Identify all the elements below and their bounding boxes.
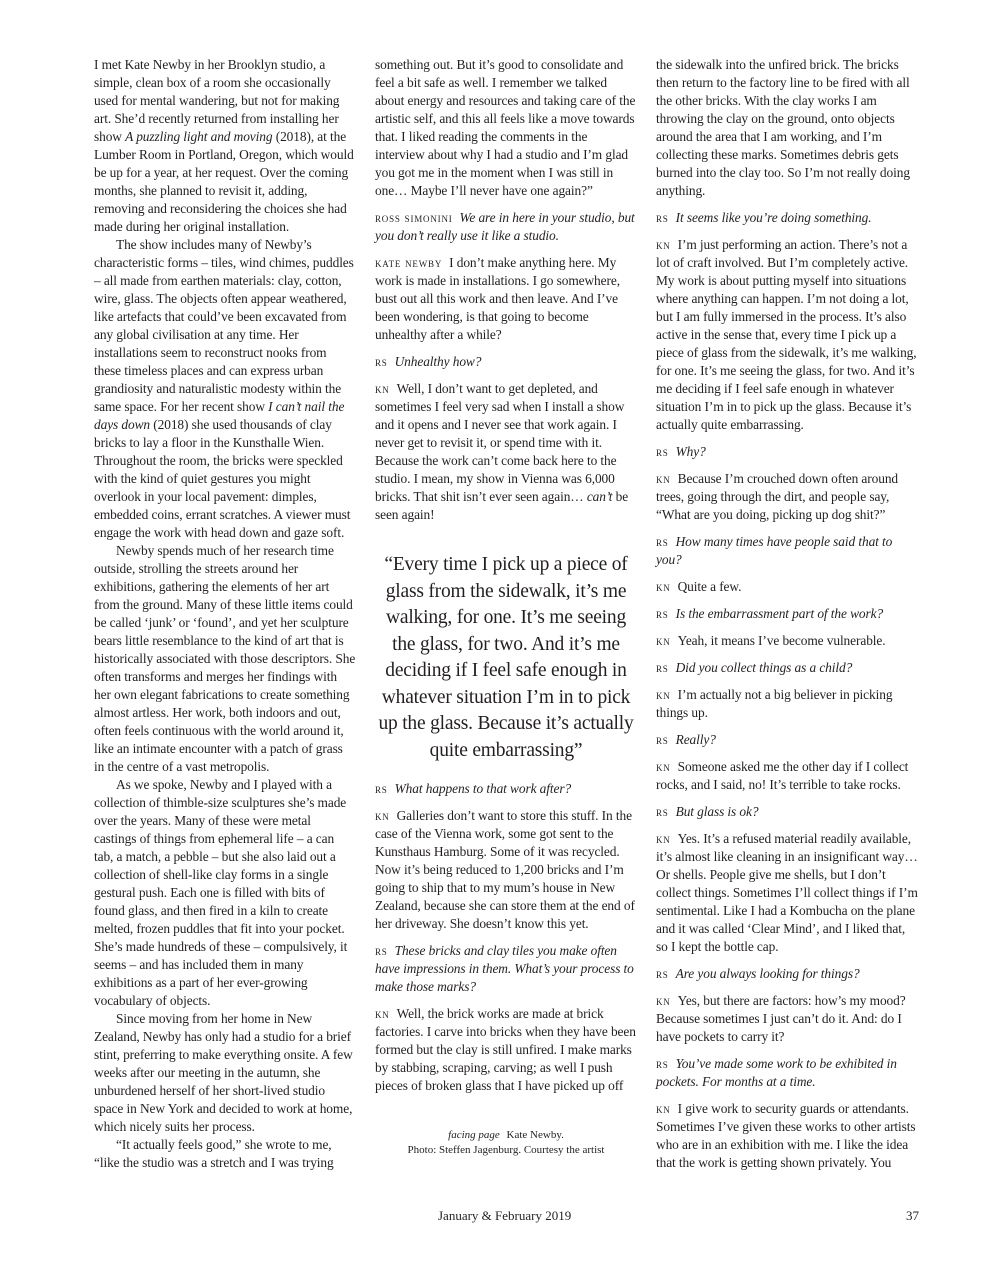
speaker-label: rs: [656, 211, 669, 225]
text-run: I’m actually not a big believer in picking things up.: [656, 687, 893, 720]
text-run: Since moving from her home in New Zealand, Newby has only had a studio for a brief stint, preferring to make everything onsite. A few weeks after our meeting in the autumn, she unburdened herself of her short-lived studio space in New York and decided to work at home, which nicely suits her process.: [94, 1011, 353, 1134]
interview-question: [656, 605, 918, 623]
caption-line-1: Kate Newby.: [506, 1129, 564, 1141]
body-paragraph: [94, 56, 356, 236]
text-run: Quite a few.: [677, 579, 742, 594]
text-run: It seems like you’re doing something.: [675, 210, 872, 225]
text-run: What happens to that work after?: [394, 781, 572, 796]
body-paragraph: [94, 776, 356, 1010]
interview-answer: [656, 830, 918, 956]
speaker-label: kn: [656, 238, 671, 252]
interview-question: [656, 533, 918, 569]
speaker-label: kn: [656, 580, 671, 594]
speaker-label: rs: [656, 535, 669, 549]
body-paragraph: [94, 236, 356, 542]
text-run: Did you collect things as a child?: [675, 660, 853, 675]
text-run: Galleries don’t want to store this stuff. In the case of the Vienna work, some got sent to the Kunsthaus Hamburg. Some of it was recycled. Now it’s being reduced to 1,200 bricks and I’m going to ship that to my mum’s house in New Zealand, because she can store them at the end of her driveway. She doesn’t know this yet.: [375, 808, 635, 931]
text-run: Yes, but there are factors: how’s my mood? Because sometimes I just can’t do it. And: do I have pockets to carry it?: [656, 993, 906, 1044]
text-run: But glass is ok?: [675, 804, 759, 819]
continued-paragraph: the sidewalk into the unfired brick. The bricks then return to the factory line to be fired with all the other bricks. With the clay works I am throwing the clay on the ground, onto objects around the area that I am working, and I’m collecting these marks. Sometimes debris gets burned into the clay too. So I’m not really doing anything.: [656, 57, 910, 198]
interview-question: [656, 659, 918, 677]
article-column-3: [656, 56, 918, 1181]
speaker-label: kn: [375, 1007, 390, 1021]
text-run: Unhealthy how?: [394, 354, 482, 369]
speaker-label: kate newby: [375, 256, 443, 270]
text-run: Someone asked me the other day if I collect rocks, and I said, no! It’s terrible to take rocks.: [656, 759, 909, 792]
interview-question: [656, 443, 918, 461]
text-run: Really?: [675, 732, 716, 747]
text-run: can’t: [586, 489, 613, 504]
speaker-label: kn: [375, 809, 390, 823]
speaker-label: rs: [656, 967, 669, 981]
caption-line-2: Photo: Steffen Jagenburg. Courtesy the artist: [407, 1144, 605, 1156]
text-run: Yeah, it means I’ve become vulnerable.: [677, 633, 886, 648]
text-run: Well, the brick works are made at brick factories. I carve into bricks when they have been formed but the clay is still unfired. I make marks by stabbing, scraping, carving; as well I push pieces of broken glass that I have picked up off: [375, 1006, 636, 1093]
speaker-label: rs: [656, 661, 669, 675]
speaker-label: kn: [656, 832, 671, 846]
text-run: (2018), at the Lumber Room in Portland, Oregon, which would be up for a year, at her request. Over the coming months, she planned to revisit it, adding, removing and reconsidering the choices she had made during her original installation.: [94, 129, 354, 234]
text-run: You’ve made some work to be exhibited in pockets. For months at a time.: [656, 1056, 897, 1089]
text-run: “It actually feels good,” she wrote to me, “like the studio was a stretch and I was trying: [94, 1137, 334, 1170]
interview-answer: [656, 1100, 918, 1172]
text-run: I give work to security guards or attendants. Sometimes I’ve given these works to other artists who are in an exhibition with me. I like the idea that the work is getting shown privately. You: [656, 1101, 916, 1170]
interview-question: [656, 731, 918, 749]
interview-answer: [375, 254, 637, 344]
interview-question: [656, 1055, 918, 1091]
interview-question: [375, 942, 637, 996]
pull-quote: “Every time I pick up a piece of glass from the sidewalk, it’s me walking, for one. It’s me seeing the glass, for two. And it’s me deciding if I feel safe enough in whatever situation I’m in to pick up the glass. Because it’s actually quite embarrassing”: [378, 554, 634, 761]
speaker-label: kn: [656, 994, 671, 1008]
text-run: How many times have people said that to you?: [656, 534, 893, 567]
interview-question: [656, 803, 918, 821]
text-run: Why?: [675, 444, 706, 459]
speaker-label: rs: [656, 805, 669, 819]
speaker-label: rs: [656, 733, 669, 747]
continued-paragraph: something out. But it’s good to consolidate and feel a bit safe as well. I remember we talked about energy and resources and taking care of the artistic self, and this all feels like a move towards that. I liked reading the comments in the interview about why I had a studio and I’m glad you got me in the moment when I was still in one… Maybe I’ll never have one again?”: [375, 57, 636, 198]
text-run: I can’t nail the days down: [94, 399, 345, 432]
text-run: The show includes many of Newby’s characteristic forms – tiles, wind chimes, puddles – all made from earthen materials: clay, cotton, wire, glass. The objects often appear weathered, like artefacts that could’ve been excavated from any global civilisation at any time. Her installations seem to reconstruct nooks from these timeless places and can express urban grandiosity and naturalistic modesty within the same space. For her recent show: [94, 237, 354, 414]
speaker-label: rs: [375, 944, 388, 958]
article-column-2-top: [375, 56, 637, 533]
text-run: Well, I don’t want to get depleted, and sometimes I feel very sad when I install a show and it opens and I never see that work again. I never get to revisit it, or spend time with it. Because the work can’t come back here to the studio. I mean, my show in Vienna was 6,000 bricks. That shit isn’t ever seen again…: [375, 381, 625, 504]
text-run: be seen again!: [375, 489, 629, 522]
interview-answer: [375, 380, 637, 524]
interview-answer: [656, 578, 918, 596]
text-run: Because I’m crouched down often around trees, going through the dirt, and people say, “What are you doing, picking up dog shit?”: [656, 471, 899, 522]
text-run: A puzzling light and moving: [125, 129, 273, 144]
text-run: Are you always looking for things?: [675, 966, 860, 981]
article-column-1: [94, 56, 356, 1172]
text-run: We are in here in your studio, but you don’t really use it like a studio.: [375, 210, 635, 243]
speaker-label: rs: [656, 607, 669, 621]
text-run: As we spoke, Newby and I played with a collection of thimble-size sculptures she’s made over the years. Many of these were metal castings of things from ephemeral life – a can tab, a match, a pebble – but she also laid out a collection of shell-like clay forms in a single gestural push. Each one is filled with bits of found glass, and then fired in a kiln to create melted, frozen puddles that fit into your pocket. She’s made hundreds of these – compulsively, it seems – and has included them in many exhibitions as a part of her ever-growing vocabulary of objects.: [94, 777, 348, 1008]
speaker-label: rs: [375, 782, 388, 796]
interview-answer: [656, 236, 918, 434]
text-run: Newby spends much of her research time outside, strolling the streets around her exhibitions, gathering the elements of her art from the ground. Many of these little items could be called ‘junk’ or ‘found’, and yet her sculpture bears little resemblance to the kind of art that is historically associated with those descriptors. She often transforms and merges her findings with her own elegant fabrications to create something almost artless. Her work, both indoors and out, often feels continuous with the world around it, like an intimate encounter with a patch of grass in the centre of a vast metropolis.: [94, 543, 356, 774]
interview-answer: [656, 470, 918, 524]
speaker-label: rs: [656, 445, 669, 459]
page-number: 37: [906, 1208, 919, 1223]
speaker-label: rs: [656, 1057, 669, 1071]
text-run: I don’t make anything here. My work is made in installations. I go somewhere, bust out all this work and then leave. And I’ve been wondering, is that going to become unhealthy after a while?: [375, 255, 620, 342]
interview-answer: [656, 992, 918, 1046]
interview-question: [656, 209, 918, 227]
text-run: (2018) she used thousands of clay bricks to lay a floor in the Kunsthalle Wien. Throughout the room, the bricks were speckled with the kind of quiet gestures you might overlook in your local pavement: dimples, embedded coins, errant scratches. A viewer must engage the work with head down and gaze soft.: [94, 417, 351, 540]
interview-question: [375, 780, 637, 798]
text-run: I met Kate Newby in her Brooklyn studio, a simple, clean box of a room she occasionally used for mental wandering, but not for making art. She’d recently returned from installing her show: [94, 57, 340, 144]
article-column-2-bottom: [375, 780, 637, 1104]
interview-question: [375, 353, 637, 371]
body-paragraph: [94, 542, 356, 776]
text-run: I’m just performing an action. There’s not a lot of craft involved. But I’m completely active. My work is about putting myself into situations where anything can happen. I’m not doing a lot, but I am fully immersed in the process. It’s also active in the sense that, every time I pick up a piece of glass from the sidewalk, it’s me walking, for one. It’s me seeing the glass, for two. And it’s me deciding if I feel safe enough in whatever situation I’m in to pick up the glass. Because it’s actually quite embarrassing.: [656, 237, 917, 432]
interview-answer: [656, 758, 918, 794]
interview-question: [375, 209, 637, 245]
body-paragraph: [94, 1136, 356, 1172]
photo-caption: [375, 1128, 637, 1158]
interview-answer: [656, 686, 918, 722]
text-run: Is the embarrassment part of the work?: [675, 606, 884, 621]
interview-answer: [656, 632, 918, 650]
speaker-label: kn: [656, 688, 671, 702]
speaker-label: kn: [656, 634, 671, 648]
interview-answer: [375, 807, 637, 933]
text-run: Yes. It’s a refused material readily available, it’s almost like cleaning in an insignificant way… Or shells. People give me shells, but I don’t collect things. Sometimes I’ll collect things if I’m sentimental. Like I had a Kombucha on the plane and it was called ‘Clear Mind’, and I liked that, so I kept the bottle cap.: [656, 831, 918, 954]
speaker-label: rs: [375, 355, 388, 369]
issue-date: January & February 2019: [438, 1208, 572, 1223]
text-run: These bricks and clay tiles you make often have impressions in them. What’s your process to make those marks?: [375, 943, 634, 994]
interview-answer: [375, 1005, 637, 1095]
speaker-label: kn: [375, 382, 390, 396]
body-paragraph: [94, 1010, 356, 1136]
speaker-label: kn: [656, 760, 671, 774]
caption-label: facing page: [448, 1129, 500, 1141]
speaker-label: ross simonini: [375, 211, 453, 225]
speaker-label: kn: [656, 472, 671, 486]
interview-question: [656, 965, 918, 983]
speaker-label: kn: [656, 1102, 671, 1116]
